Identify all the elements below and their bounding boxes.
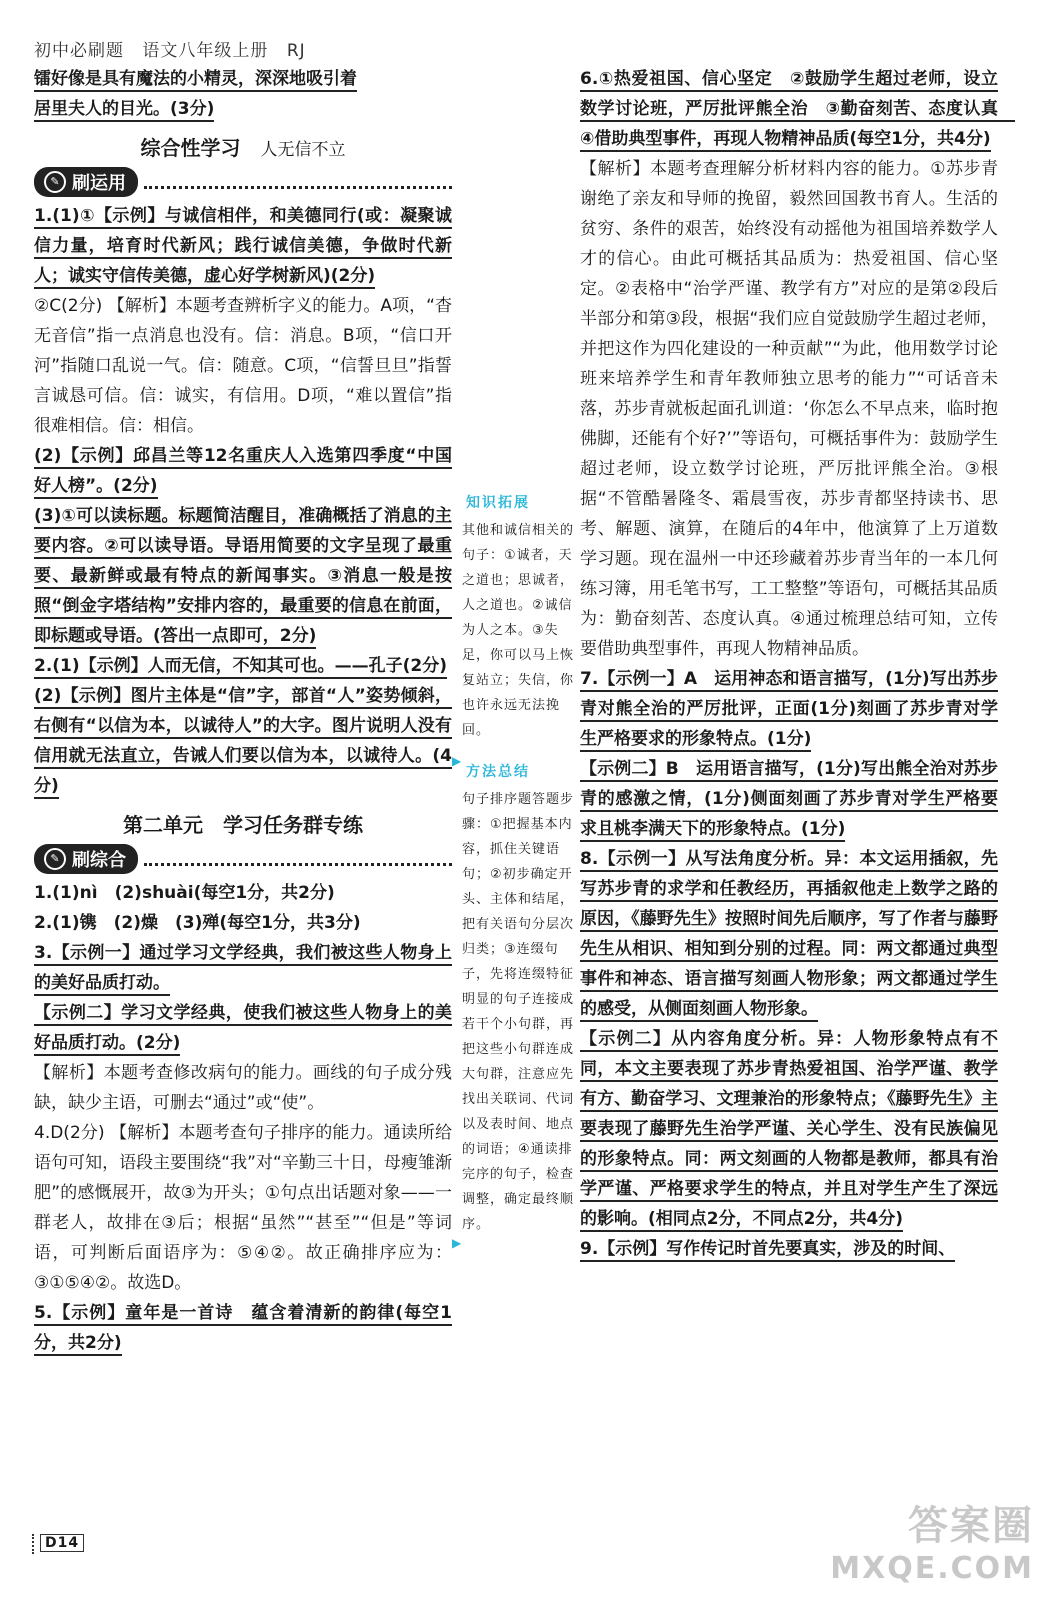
q1-part3: (2)【示例】邱昌兰等12名重庆人入选第四季度“中国好人榜”。(2分): [34, 441, 452, 501]
book-icon: ✎: [44, 171, 66, 193]
r-q9: 9.【示例】写作传记时首先要真实，涉及的时间、: [580, 1234, 998, 1264]
method-summary-text: 句子排序题答题步骤：①把握基本内容，抓住关键语句；②初步确定开头、主体和结尾，把有关语句分层次归类；③连缀句子，先将连缀特征明显的句子连接成若干个小句群，再把这些小句群连成大句群，注意应先找出关联词、代词以及表时间、地点的词语；④通读排完序的句子，检查调整，确定最终顺序。: [462, 792, 575, 1232]
left-column: [34, 64, 452, 1358]
c-q2: 2.(1)镌 (2)燥 (3)殚(每空1分，共3分): [34, 913, 361, 933]
intro-line-1: 镭好像是具有魔法的小精灵，深深地吸引着: [34, 64, 452, 94]
c-q5: 5.【示例】童年是一首诗 蕴含着清新的韵律(每空1分，共2分): [34, 1298, 452, 1358]
q1-part4: (3)①可以读标题。标题简洁醒目，准确概括了消息的主要内容。②可以读导语。导语用简要的文字呈现了最重要、最新鲜或最有特点的新闻事实。③消息一般是按照“倒金字塔结构”安排内容的，最重要的信息在前面，即标题或导语。(答出一点即可，2分): [34, 501, 452, 651]
c-q3-example1: 3.【示例一】通过学习文学经典，我们被这些人物身上的美好品质打动。: [34, 938, 452, 998]
knowledge-extension-title: 知识拓展: [466, 495, 530, 511]
header-edition: RJ: [286, 41, 306, 61]
q2-part2: (2)【示例】图片主体是“信”字，部首“人”姿势倾斜，右侧有“以信为本，以诚待人”的大字。图片说明人没有信用就无法直立，告诫人们要以信为本，以诚待人。(4分): [34, 681, 452, 801]
page-number: D14: [40, 1534, 84, 1552]
pointer-arrow-icon: ▶: [452, 754, 462, 768]
c-q1: 1.(1)nì (2)shuài(每空1分，共2分): [34, 883, 335, 903]
section-subtitle: 人无信不立: [260, 140, 346, 160]
knowledge-extension-text: 其他和诚信相关的句子：①诚者，天之道也；思诚者，人之道也。②诚信为人之本。③失足，你可以马上恢复站立；失信，你也许永远无法挽回。: [462, 523, 575, 738]
q2-part1: 2.(1)【示例】人而无信，不知其可也。——孔子(2分): [34, 651, 452, 681]
c-q4: 4.D(2分) 【解析】本题考查句子排序的能力。通读所给语句可知，语段主要围绕“我”对“辛勤三十日，母瘦雏渐肥”的感慨展开，故③为开头；①句点出话题对象——一群老人，故排在③后；根据“虽然”“甚至”“但是”等词语，可判断后面语序为：⑤④②。故正确排序应为：③①⑤④②。故选D。: [34, 1123, 452, 1293]
watermark-cn: 答案圈: [908, 1503, 1034, 1549]
section-bar-practice: ✎ 刷运用: [34, 167, 452, 197]
r-q7-example1: 7.【示例一】A 运用神态和语言描写，(1分)写出苏步青对熊全治的严厉批评，正面(1分)刻画了苏步青对学生严格要求的形象特点。(1分): [580, 664, 998, 754]
unit-title: 第二单元 学习任务群专练: [123, 813, 363, 837]
r-q7-example2: 【示例二】B 运用语言描写，(1分)写出熊全治对苏步青的感激之情，(1分)侧面刻画了苏步青对学生严格要求且桃李满天下的形象特点。(1分): [580, 754, 998, 844]
method-summary-title: 方法总结: [466, 764, 530, 780]
watermark: [830, 1494, 1034, 1586]
book-icon: ✎: [44, 848, 66, 870]
header-book: 初中必刷题: [34, 41, 124, 61]
q1-part1: 1.(1)①【示例】与诚信相伴，和美德同行(或：凝聚诚信力量，培育时代新风；践行诚信美德，争做时代新人；诚实守信传美德，虚心好学树新风)(2分): [34, 201, 452, 291]
c-q3-analysis: 【解析】本题考查修改病句的能力。画线的句子成分残缺，缺少主语，可删去“通过”或“使”。: [34, 1063, 452, 1113]
r-q6-analysis: 【解析】本题考查理解分析材料内容的能力。①苏步青谢绝了亲友和导师的挽留，毅然回国教书育人。生活的贫穷、条件的艰苦，始终没有动摇他为祖国培养数学人才的信心。由此可概括其品质为：热爱祖国、信心坚定。②表格中“治学严谨、教学有方”对应的是第②段后半部分和第③段，根据“我们应自觉鼓励学生超过老师，并把这作为四化建设的一种贡献”“为此，他用数学讨论班来培养学生和青年教师独立思考的能力”“可话音未落，苏步青就板起面孔训道：‘你怎么不早点来，临时抱佛脚，还能有个好?’”等语句，可概括事件为：鼓励学生超过老师，设立数学讨论班，严厉批评熊全治。③根据“不管酷暑隆冬、霜晨雪夜，苏步青都坚持读书、思考、解题、演算，在随后的4年中，他演算了上万道数学习题。现在温州一中还珍藏着苏步青当年的一本几何练习簿，用毛笔书写，工工整整”等语句，可概括其品质为：勤奋刻苦、态度认真。④通过梳理总结可知，立传要借助典型事件，再现人物精神品质。: [580, 159, 998, 659]
section-title: 综合性学习 人无信不立: [140, 136, 346, 160]
sidebar-notes: [462, 492, 574, 1237]
page-number-dots: [32, 1534, 38, 1554]
intro-line-2: 居里夫人的目光。(3分): [34, 94, 452, 124]
r-q8-example1: 8.【示例一】从写法角度分析。异：本文运用插叙，先写苏步青的求学和任教经历，再插叙他走上数学之路的原因，《藤野先生》按照时间先后顺序，写了作者与藤野先生从相识、相知到分别的过程。同：两文都通过典型事件和神态、语言描写刻画人物形象；两文都通过学生的感受，从侧面刻画人物形象。: [580, 844, 998, 1024]
right-column: [580, 64, 1015, 1264]
q1-part2: ②C(2分) 【解析】本题考查辨析字义的能力。A项，“杳无音信”指一点消息也没有。信：消息。B项，“信口开河”指随口乱说一气。信：随意。C项，“信誓旦旦”指誓言诚恳可信。信：诚实，有信用。D项，“难以置信”指很难相信。信：相信。: [34, 296, 452, 436]
section-bar-comprehensive: ✎ 刷综合: [34, 844, 452, 874]
header-subject: 语文八年级上册: [142, 41, 269, 61]
watermark-en: MXQE.COM: [830, 1551, 1034, 1586]
c-q3-example2: 【示例二】学习文学经典，使我们被这些人物身上的美好品质打动。(2分): [34, 998, 452, 1058]
pointer-arrow-icon: ▶: [452, 1236, 462, 1250]
r-q6-answer: 6.①热爱祖国、信心坚定 ②鼓励学生超过老师，设立数学讨论班，严厉批评熊全治 ③勤奋刻苦、态度认真 ④借助典型事件，再现人物精神品质(每空1分，共4分): [580, 64, 998, 154]
r-q8-example2: 【示例二】从内容角度分析。异：人物形象特点有不同，本文主要表现了苏步青热爱祖国、治学严谨、教学有方、勤奋学习、文理兼治的形象特点；《藤野先生》主要表现了藤野先生治学严谨、关心学生、没有民族偏见的形象特点。同：两文刻画的人物都是教师，都具有治学严谨、严格要求学生的特点，并且对学生产生了深远的影响。(相同点2分，不同点2分，共4分): [580, 1024, 998, 1234]
page-header: [34, 36, 318, 61]
